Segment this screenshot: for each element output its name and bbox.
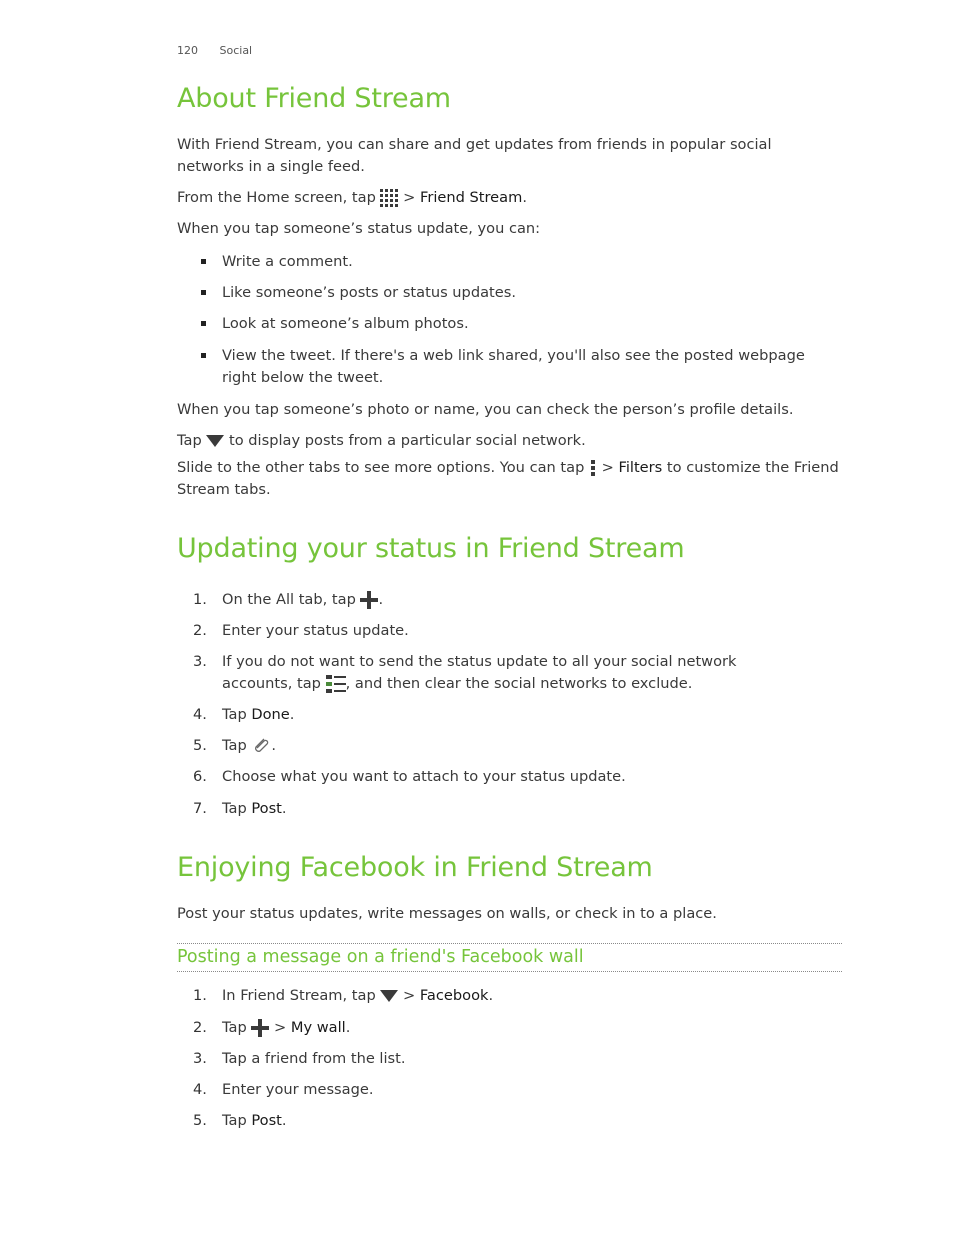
- home-prefix: From the Home screen, tap: [177, 189, 376, 206]
- step-text: [222, 651, 842, 695]
- step-text-line1: If you do not want to send the status update to all your social network: [222, 653, 737, 670]
- page-number: 120: [177, 44, 198, 57]
- bullet-icon: [201, 290, 206, 295]
- bullet-icon: [201, 259, 206, 264]
- heading-updating-status: Updating your status in Friend Stream: [177, 533, 685, 564]
- step-number: 5.: [193, 737, 207, 754]
- step-text-before: Tap: [222, 1112, 247, 1129]
- step-text-after: .: [289, 706, 295, 723]
- step-number: 5.: [193, 1112, 207, 1129]
- filters-paragraph: [177, 457, 842, 501]
- post-term: Post: [251, 1112, 282, 1129]
- dropdown-paragraph: [177, 430, 842, 452]
- step-text-after: .: [488, 987, 494, 1004]
- bullet-icon: [201, 321, 206, 326]
- filters-term: Filters: [618, 459, 663, 476]
- step-number: 1.: [193, 987, 207, 1004]
- list-item-text: View the tweet. If there's a web link shared, you'll also see the posted webpage right below the tweet.: [222, 347, 805, 386]
- step-text-after: .: [281, 800, 287, 817]
- subheading-posting-message: Posting a message on a friend's Facebook wall: [177, 947, 584, 967]
- list-item-text: Write a comment.: [222, 253, 353, 270]
- bullet-icon: [201, 353, 206, 358]
- my-wall-term: My wall: [290, 1019, 346, 1036]
- step-text-before: Tap: [222, 1019, 247, 1036]
- step-text: [222, 798, 842, 820]
- list-item-text: Look at someone’s album photos.: [222, 315, 469, 332]
- facebook-intro: Post your status updates, write messages on walls, or check in to a place.: [177, 905, 717, 922]
- menu-more-icon: [589, 459, 597, 477]
- slide-prefix: Slide to the other tabs to see more options. You can tap: [177, 459, 585, 476]
- dropdown-triangle-icon: [380, 990, 398, 1002]
- post-term: Post: [251, 800, 282, 817]
- step-text: Choose what you want to attach to your status update.: [222, 768, 626, 785]
- subheading-box: [177, 943, 842, 972]
- step-text: [222, 735, 842, 757]
- step-number: 6.: [193, 768, 207, 785]
- step-text: [222, 985, 842, 1007]
- step-number: 2.: [193, 1019, 207, 1036]
- step-text-before: Tap: [222, 800, 247, 817]
- step-text-after: , and then clear the social networks to exclude.: [345, 675, 693, 692]
- paperclip-icon: [251, 736, 271, 756]
- dropdown-suffix: to display posts from a particular social network.: [229, 432, 586, 449]
- step-text-before: Tap: [222, 706, 247, 723]
- home-instruction: [177, 187, 842, 209]
- section-name: Social: [219, 44, 253, 57]
- step-text-after: .: [345, 1019, 351, 1036]
- step-text-before: Tap: [222, 737, 247, 754]
- step-separator: >: [403, 987, 416, 1004]
- step-text-before: On the All tab, tap: [222, 591, 356, 608]
- step-text-after: .: [271, 737, 276, 754]
- slide-suffix: to customize the Friend Stream tabs.: [177, 459, 839, 498]
- step-number: 4.: [193, 706, 207, 723]
- step-number: 4.: [193, 1081, 207, 1098]
- page-header: [177, 44, 270, 57]
- step-number: 3.: [193, 1050, 207, 1067]
- step-text: [222, 1110, 842, 1132]
- step-number: 3.: [193, 653, 207, 670]
- plus-icon: [360, 591, 378, 609]
- step-text: [222, 1017, 842, 1039]
- select-networks-icon: [326, 675, 346, 693]
- home-suffix: .: [522, 189, 527, 206]
- done-term: Done: [251, 706, 290, 723]
- list-item-text: Like someone’s posts or status updates.: [222, 284, 516, 301]
- tap-photo-paragraph: When you tap someone’s photo or name, you can check the person’s profile details.: [177, 401, 794, 418]
- step-text-after: .: [378, 591, 384, 608]
- heading-enjoying-facebook: Enjoying Facebook in Friend Stream: [177, 852, 653, 883]
- friend-stream-term: Friend Stream: [420, 189, 523, 206]
- step-number: 1.: [193, 591, 207, 608]
- step-text-before: In Friend Stream, tap: [222, 987, 376, 1004]
- tap-status-paragraph: When you tap someone’s status update, you can:: [177, 220, 541, 237]
- facebook-term: Facebook: [419, 987, 489, 1004]
- step-number: 7.: [193, 800, 207, 817]
- home-separator: >: [403, 189, 416, 206]
- step-text-before: accounts, tap: [222, 675, 321, 692]
- step-text: Tap a friend from the list.: [222, 1050, 406, 1067]
- step-separator: >: [274, 1019, 287, 1036]
- step-number: 2.: [193, 622, 207, 639]
- intro-paragraph: With Friend Stream, you can share and get updates from friends in popular social networks in a single feed.: [177, 136, 772, 175]
- slide-separator: >: [601, 459, 614, 476]
- heading-about-friend-stream: About Friend Stream: [177, 83, 451, 114]
- apps-grid-icon: [380, 189, 398, 207]
- step-text: Enter your message.: [222, 1081, 374, 1098]
- step-text-after: .: [281, 1112, 287, 1129]
- dropdown-triangle-icon: [206, 435, 224, 447]
- step-text: Enter your status update.: [222, 622, 409, 639]
- step-text: [222, 589, 842, 611]
- dropdown-prefix: Tap: [177, 432, 202, 449]
- step-text: [222, 704, 842, 726]
- plus-icon: [251, 1019, 269, 1037]
